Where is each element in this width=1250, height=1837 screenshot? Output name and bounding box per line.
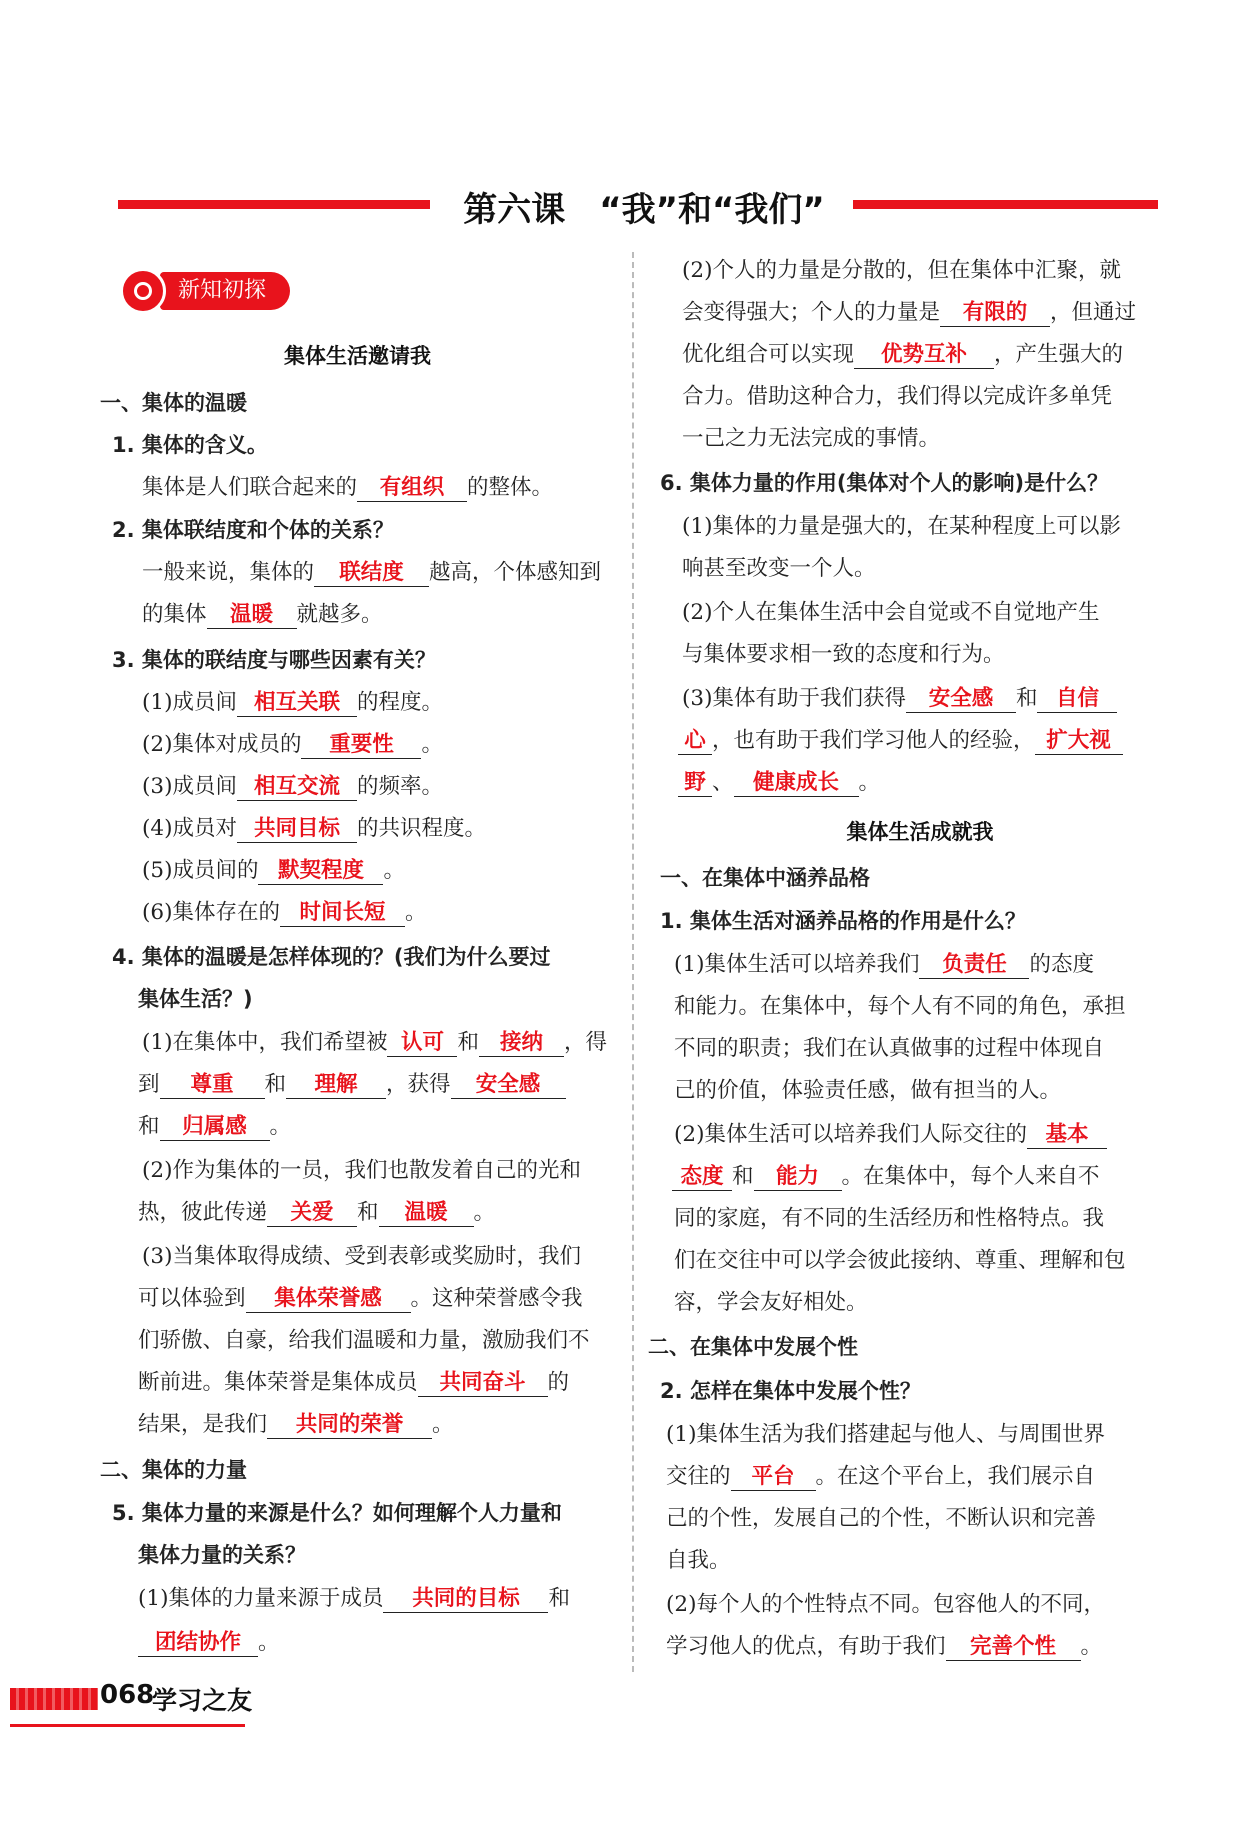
answer-blank: 共同的目标 bbox=[383, 1586, 548, 1613]
text-line: (2)作为集体的一员，我们也散发着自己的光和 bbox=[142, 1158, 581, 1183]
answer-blank: 负责任 bbox=[919, 952, 1029, 979]
text: 。这种荣誉感令我 bbox=[410, 1286, 583, 1311]
lesson-title: 第六课 “我”和“我们” bbox=[463, 190, 825, 230]
badge-label: 新知初探 bbox=[160, 272, 290, 310]
text: 和 bbox=[732, 1164, 754, 1189]
answer-blank: 态度 bbox=[672, 1164, 732, 1191]
question: 4. 集体的温暖是怎样体现的？(我们为什么要过 bbox=[112, 945, 551, 969]
text: 。 bbox=[269, 1114, 292, 1139]
answer-blank: 优势互补 bbox=[854, 342, 994, 369]
text: ，获得 bbox=[386, 1072, 451, 1097]
answer-line bbox=[674, 1120, 1107, 1150]
heading: 一、集体的温暖 bbox=[100, 391, 247, 415]
answer-blank: 心 bbox=[678, 728, 712, 755]
text-line: 一己之力无法完成的事情。 bbox=[682, 426, 941, 451]
answer-line bbox=[142, 856, 405, 886]
answer-blank: 理解 bbox=[286, 1072, 386, 1099]
text: 的 bbox=[547, 1370, 570, 1395]
text-line: (2)个人的力量是分散的，但在集体中汇聚，就 bbox=[682, 258, 1121, 283]
answer-line bbox=[138, 1410, 454, 1440]
text: 。 bbox=[421, 732, 443, 757]
text-line: 同的家庭，有不同的生活经历和性格特点。我 bbox=[674, 1206, 1105, 1231]
text-line: 和能力。在集体中，每个人有不同的角色，承担 bbox=[674, 994, 1126, 1019]
heading: 二、集体的力量 bbox=[100, 1458, 247, 1482]
question: 1. 集体生活对涵养品格的作用是什么？ bbox=[660, 909, 1026, 933]
answer-blank: 完善个性 bbox=[946, 1634, 1081, 1661]
text-line: 与集体要求相一致的态度和行为。 bbox=[682, 642, 1005, 667]
text: 会变得强大；个人的力量是 bbox=[682, 300, 941, 325]
answer-blank: 温暖 bbox=[379, 1200, 474, 1227]
text: 热，彼此传递 bbox=[138, 1200, 268, 1225]
text: 集体是人们联合起来的 bbox=[142, 475, 358, 500]
text: 的集体 bbox=[142, 602, 207, 627]
answer-line bbox=[142, 558, 601, 588]
question: 1. 集体的含义。 bbox=[112, 433, 268, 457]
new-knowledge-badge bbox=[120, 268, 290, 314]
text-line: 自我。 bbox=[666, 1548, 731, 1573]
text: (3)成员间 bbox=[142, 774, 237, 799]
text: 。 bbox=[404, 900, 427, 925]
question: 2. 集体联结度和个体的关系？ bbox=[112, 518, 394, 542]
text: 。 bbox=[258, 1630, 280, 1655]
answer-blank: 相互关联 bbox=[237, 690, 357, 717]
answer-blank: 共同目标 bbox=[237, 816, 357, 843]
answer-line bbox=[674, 950, 1094, 980]
text: 。 bbox=[383, 858, 405, 883]
answer-blank: 平台 bbox=[731, 1464, 816, 1491]
text-line: 们在交往中可以学会彼此接纳、尊重、理解和包 bbox=[674, 1248, 1126, 1273]
text: 、 bbox=[712, 770, 734, 795]
text-line: 己的价值，体验责任感，做有担当的人。 bbox=[674, 1078, 1062, 1103]
text-line: 合力。借助这种合力，我们得以完成许多单凭 bbox=[682, 384, 1113, 409]
text-line: (2)个人在集体生活中会自觉或不自觉地产生 bbox=[682, 600, 1100, 625]
text-line: 响甚至改变一个人。 bbox=[682, 556, 876, 581]
answer-line bbox=[138, 1584, 570, 1614]
answer-blank: 共同奋斗 bbox=[418, 1370, 548, 1397]
answer-line bbox=[142, 473, 553, 503]
text: 越高，个体感知到 bbox=[429, 560, 602, 585]
answer-line bbox=[138, 1284, 583, 1314]
text: (2)集体生活可以培养我们人际交往的 bbox=[674, 1122, 1027, 1147]
text: (6)集体存在的 bbox=[142, 900, 280, 925]
page-number: 068 bbox=[100, 1680, 155, 1710]
text: (1)集体的力量来源于成员 bbox=[138, 1586, 384, 1611]
text: 就越多。 bbox=[296, 602, 383, 627]
answer-blank: 安全感 bbox=[451, 1072, 566, 1099]
answer-blank: 安全感 bbox=[906, 686, 1016, 713]
text: 。 bbox=[432, 1412, 454, 1437]
question: 5. 集体力量的来源是什么？如何理解个人力量和 bbox=[112, 1501, 562, 1525]
text: (1)成员间 bbox=[142, 690, 237, 715]
text: 可以体验到 bbox=[138, 1286, 246, 1311]
answer-blank: 野 bbox=[678, 770, 712, 797]
text: (1)在集体中，我们希望被 bbox=[142, 1030, 388, 1055]
answer-blank: 温暖 bbox=[207, 602, 297, 629]
answer-line bbox=[678, 768, 880, 798]
text: 。 bbox=[858, 770, 881, 795]
question-cont: 集体力量的关系？ bbox=[138, 1543, 306, 1567]
text: 结果，是我们 bbox=[138, 1412, 268, 1437]
text: ，得 bbox=[563, 1030, 607, 1055]
footer-rule bbox=[10, 1724, 245, 1727]
answer-blank: 默契程度 bbox=[258, 858, 383, 885]
text: 优化组合可以实现 bbox=[682, 342, 855, 367]
text-line: (1)集体的力量是强大的，在某种程度上可以影 bbox=[682, 514, 1121, 539]
text: (2)集体对成员的 bbox=[142, 732, 302, 757]
text: ，但通过 bbox=[1050, 300, 1137, 325]
answer-blank: 健康成长 bbox=[734, 770, 859, 797]
answer-blank: 重要性 bbox=[301, 732, 421, 759]
answer-line bbox=[138, 1070, 566, 1100]
section-title: 集体生活成就我 bbox=[846, 820, 994, 844]
answer-line bbox=[666, 1462, 1095, 1492]
answer-blank: 归属感 bbox=[160, 1114, 270, 1141]
answer-blank: 尊重 bbox=[160, 1072, 265, 1099]
answer-blank: 能力 bbox=[754, 1164, 842, 1191]
text: ，也有助于我们学习他人的经验， bbox=[712, 728, 1035, 753]
lesson-title-bar bbox=[118, 186, 1158, 234]
answer-blank: 时间长短 bbox=[280, 900, 405, 927]
answer-line bbox=[682, 340, 1123, 370]
title-rule-left bbox=[118, 200, 430, 209]
heading: 一、在集体中涵养品格 bbox=[660, 866, 870, 890]
text: 学习他人的优点，有助于我们 bbox=[666, 1634, 946, 1659]
text-line: (3)当集体取得成绩、受到表彰或奖励时，我们 bbox=[142, 1244, 581, 1269]
text: 到 bbox=[138, 1072, 160, 1097]
text-line: 们骄傲、自豪，给我们温暖和力量，激励我们不 bbox=[138, 1328, 590, 1353]
answer-line bbox=[142, 730, 443, 760]
answer-line bbox=[142, 600, 383, 630]
target-icon bbox=[120, 268, 166, 314]
answer-line bbox=[142, 814, 486, 844]
text: (4)成员对 bbox=[142, 816, 237, 841]
text: 的频率。 bbox=[356, 774, 443, 799]
title-rule-right bbox=[853, 200, 1158, 209]
text: 和 bbox=[548, 1586, 570, 1611]
text: 和 bbox=[264, 1072, 287, 1097]
heading: 二、在集体中发展个性 bbox=[648, 1335, 858, 1359]
answer-line bbox=[138, 1628, 280, 1658]
answer-line bbox=[142, 1028, 607, 1058]
answer-line bbox=[666, 1632, 1102, 1662]
text: 断前进。集体荣誉是集体成员 bbox=[138, 1370, 418, 1395]
text: 的程度。 bbox=[356, 690, 443, 715]
question: 6. 集体力量的作用(集体对个人的影响)是什么？ bbox=[660, 471, 1109, 495]
answer-blank: 联结度 bbox=[314, 560, 429, 587]
answer-blank: 团结协作 bbox=[138, 1630, 258, 1657]
footer-brand: 学习之友 bbox=[152, 1686, 253, 1715]
answer-blank: 有组织 bbox=[357, 475, 467, 502]
column-divider bbox=[632, 252, 634, 1672]
text: 交往的 bbox=[666, 1464, 731, 1489]
question: 2. 怎样在集体中发展个性？ bbox=[660, 1379, 921, 1403]
text: 的整体。 bbox=[467, 475, 554, 500]
text: 和 bbox=[357, 1200, 379, 1225]
answer-blank: 共同的荣誉 bbox=[267, 1412, 432, 1439]
text-line: 不同的职责；我们在认真做事的过程中体现自 bbox=[674, 1036, 1105, 1061]
answer-line bbox=[682, 684, 1117, 714]
text-line: 容，学会友好相处。 bbox=[674, 1290, 868, 1315]
answer-blank: 扩大视 bbox=[1035, 728, 1123, 755]
text: 的共识程度。 bbox=[356, 816, 486, 841]
text: ，产生强大的 bbox=[994, 342, 1124, 367]
text: 和 bbox=[457, 1030, 479, 1055]
text-line: 己的个性，发展自己的个性，不断认识和完善 bbox=[666, 1506, 1097, 1531]
text-line: (2)每个人的个性特点不同。包容他人的不同， bbox=[666, 1592, 1105, 1617]
answer-line bbox=[672, 1162, 1100, 1192]
answer-blank: 基本 bbox=[1027, 1122, 1107, 1149]
text: (3)集体有助于我们获得 bbox=[682, 686, 906, 711]
answer-blank: 关爱 bbox=[267, 1200, 357, 1227]
text: 和 bbox=[138, 1114, 160, 1139]
text: 。在集体中，每个人来自不 bbox=[841, 1164, 1100, 1189]
answer-line bbox=[678, 726, 1123, 756]
text: (1)集体生活可以培养我们 bbox=[674, 952, 920, 977]
answer-line bbox=[138, 1198, 495, 1228]
answer-blank: 接纳 bbox=[479, 1030, 564, 1057]
answer-line bbox=[682, 298, 1136, 328]
answer-blank: 相互交流 bbox=[237, 774, 357, 801]
text: (5)成员间的 bbox=[142, 858, 259, 883]
answer-blank: 自信 bbox=[1037, 686, 1117, 713]
text: 一般来说，集体的 bbox=[142, 560, 315, 585]
text: 和 bbox=[1015, 686, 1038, 711]
text-line: (1)集体生活为我们搭建起与他人、与周围世界 bbox=[666, 1422, 1105, 1447]
answer-line bbox=[142, 772, 443, 802]
text: 。 bbox=[473, 1200, 496, 1225]
section-title: 集体生活邀请我 bbox=[284, 344, 431, 368]
answer-blank: 有限的 bbox=[940, 300, 1050, 327]
question-cont: 集体生活？) bbox=[138, 987, 253, 1011]
answer-line bbox=[142, 898, 426, 928]
answer-line bbox=[142, 688, 443, 718]
answer-line bbox=[138, 1368, 569, 1398]
answer-line bbox=[138, 1112, 291, 1142]
text: 。 bbox=[1080, 1634, 1103, 1659]
answer-blank: 集体荣誉感 bbox=[246, 1286, 411, 1313]
answer-blank: 认可 bbox=[387, 1030, 457, 1057]
question: 3. 集体的联结度与哪些因素有关？ bbox=[112, 648, 436, 672]
text: 。在这个平台上，我们展示自 bbox=[815, 1464, 1096, 1489]
text: 的态度 bbox=[1029, 952, 1094, 977]
